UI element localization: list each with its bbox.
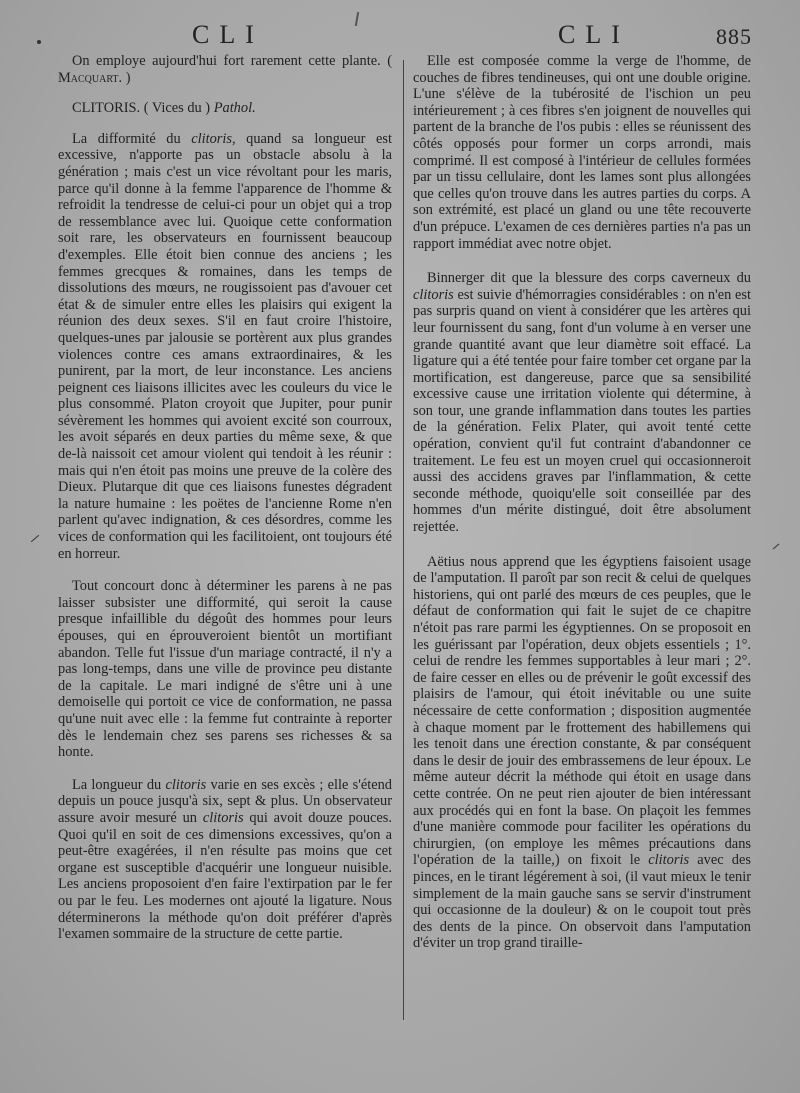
left-paragraph-3 <box>58 777 392 943</box>
intro-author: Macquart. <box>58 69 123 86</box>
page-number: 885 <box>716 24 752 49</box>
intro-line-1: On employe aujourd'hui fort rarement cette <box>72 53 336 69</box>
right-p2-text-b: est suivie d'hémorragies considérables : on n'en est pas surpris quand on vient à considérer que les artères qui leur fournissent du sang, font d'un volume à en verser une grande quantité avant que leur diamètre soit effacé. La ligature qui a été tentée pour faire tomber cet organe par la mortification, est dangereuse, parce que sa sensibilité excessive cause une irritation violente qui détermine, à son tour, une grande inflammation dans toutes les parties de la génération. Felix Plater, qui avoit tenté cette opération, convient qu'il fut contraint d'abandonner ce traitement. Le feu est un moyen cruel qui occasionneroit aussi des accidens graves par l'inflammation, & cette seconde méthode, quoiqu'elle soit conseillée par des hommes d'un mérite distingué, doit être absolument rejettée. <box>413 286 751 536</box>
left-p3-italic-2: clitoris <box>202 809 244 826</box>
left-paragraph-2: Tout concourt donc à déterminer les parens à ne pas laisser subsister une difformité, qui seroit la cause presque infaillible du dégoût des hommes pour leurs épouses, qui en éprouveroient bientôt un mortifiant abandon. Telle fut l'issue d'un mariage contracté, il n'y a pas long-temps, dans une ville de province peu distante de la capitale. Le mari indigné de s'être uni à une demoiselle qui portoit ce vice de conformation, ne passa qu'une nuit avec elle : la femme fut contrainte à reporter dès le lendemain chez ses parens ses richesses & sa honte. <box>58 578 392 761</box>
article-heading <box>58 100 392 117</box>
running-header <box>0 20 800 56</box>
running-head-left: CLI <box>192 20 264 49</box>
right-p3-italic: clitoris <box>648 852 690 869</box>
left-p1-text-a: La difformité du <box>72 130 192 147</box>
intro-line-2-post: ) <box>122 69 131 86</box>
column-divider <box>403 60 404 1020</box>
left-p1-text-b: , quand sa longueur est excessive, n'apporte pas un obstacle absolu à la génération ; mais c'est un vice révoltant pour les maris, parce qu'il donne à la femme l'apparence de l'homme & refroidit la tendresse de celui-ci pour un objet qui a trop de ressemblance avec lui. Quoique cette conformation soit rare, les observateurs en fournissent beaucoup d'exemples. Elle étoit bien connue des anciens ; les femmes grecques & romaines, dans les temps de dissolutions des mœurs, ne rougissoient pas d'avouer cet état & de simuler entre elles les plaisirs qui exigent la réunion des deux sexes. S'il en faut croire l'histoire, quelques-unes par jalousie se portèrent aux plus grandes violences contre ces amans extraordinaires, & les punirent, par la mort, de leur inconstance. Les anciens peignent ces liaisons illicites avec les couleurs du vice le plus consommé. Platon croyoit que Jupiter, pour punir sévèrement les hommes qui avoient excité son courroux, les avoit séparés en deux parties du même sexe, & que de-là naissoit cet amour violent qui tendoit à les réunir : mais qui n'en étoit pas moins une preuve de la colère des Dieux. Plutarque dit que ces liaisons funestes dégradent la nature humaine : les poëtes de l'ancienne Rome n'en parlent qu'avec indignation, & ces désordres, comme les vices de conformation qui les facilitoient, ont toujours été en horreur. <box>58 130 392 562</box>
left-column <box>58 53 392 943</box>
right-column <box>413 53 751 952</box>
heading-text: CLITORIS. ( Vices du ) <box>72 100 214 117</box>
right-paragraph-1: Elle est composée comme la verge de l'homme, de couches de fibres tendineuses, qui ont une double origine. L'une s'élève de la tubérosité de l'ischion un peu intérieurement ; à ces fibres s'en joignent de nouvelles qui partent de la branche de l'os pubis : elles se réunissent des côtés opposés pour former un corps arrondi, mais comprimé. Il est composé à l'intérieur de cellules formées par un tissu cellulaire, dont les lames sont plus allongées que celles qu'on trouve dans les autres parties du corps. A son extrémité, est placé un gland ou une tête recouverte d'un prépuce. L'examen de ces dernières parties n'a pas un rapport immédiat avec notre objet. <box>413 53 751 252</box>
right-paragraph-3 <box>413 554 751 952</box>
margin-dash-left <box>31 535 39 542</box>
left-p3-text-c: qui avoit douze pouces. Quoi qu'il en soit de ces dimensions excessives, qu'on a peut-être exagérées, il n'en résulte pas moins que cet organe est susceptible d'acquérir une longueur nuisible. Les anciens proposoient d'en faire l'extirpation par le fer ou par le feu. Les modernes ont ajouté la ligature. Nous déterminerons la méthode qu'on doit préférer d'après l'examen sommaire de la structure de cette partie. <box>58 809 392 943</box>
right-p3-text-b: avec des pinces, en le tirant légérement à soi, (il vaut mieux le tenir simplement de la main gauche sans se servir d'instrument qui occasionne de la douleur) & on le coupoit tout près des dents de la pince. On observoit dans l'amputation d'éviter un trop grand tiraille- <box>413 852 751 952</box>
left-p3-italic-1: clitoris <box>165 776 207 793</box>
right-p2-text-a: Binnerger dit que la blessure des corps caverneux du <box>427 270 751 287</box>
right-p3-text-a: Aëtius nous apprend que les égyptiens faisoient usage de l'amputation. Il paroît par son recit & celui de quelques historiens, qui ont parlé des mœurs de ces peuples, que le défaut de conformation qui fait le sujet de ce chapitre n'étoit pas rare parmi les égyptiennes. On se proposoit en les guérissant par l'opération, deux objets essentiels ; 1°. celui de rendre les femmes supportables à leur mari ; 2°. de faire cesser en elles ou de prévenir le goût excessif des plaisirs de l'amour, qui étoit inévitable ou une suite nécessaire de cette conformation ; disposition augmentée à chaque moment par le frottement des habillemens qui les tenoit dans une érection constante, & par conséquent dans le desir de jouir des embrassemens de leur époux. Le même auteur décrit la méthode qui étoit en usage dans cette contrée. On ne peut rien ajouter de bien intéressant aux procédés qui en font la base. On plaçoit les femmes d'une manière commode pour faciliter les opérations du chirurgien, (on employe les mêmes précautions dans l'opération de la taille,) on fixoit le <box>413 553 751 869</box>
ink-dot-mark <box>37 40 41 44</box>
right-paragraph-2 <box>413 270 751 536</box>
left-paragraph-1 <box>58 131 392 562</box>
right-p2-italic: clitoris <box>413 286 454 303</box>
heading-subject: Pathol. <box>213 100 256 117</box>
running-head-right: CLI <box>558 20 630 49</box>
left-p3-text-b: varie en ses excès ; elle s'étend depuis un pouce jusqu'à six, sept & plus. Un observateur assure avoir mesuré un <box>58 776 392 826</box>
intro-paragraph <box>58 53 392 86</box>
intro-line-2-pre: plante. ( <box>341 53 392 69</box>
margin-dash-right <box>773 544 780 550</box>
left-p3-text-a: La longueur du <box>72 776 166 793</box>
left-p1-italic: clitoris <box>191 130 232 147</box>
